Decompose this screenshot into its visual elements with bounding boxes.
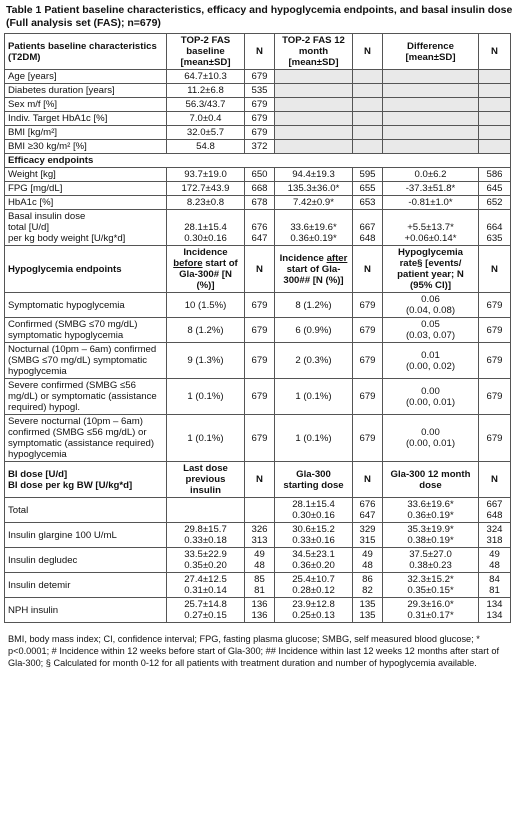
month12-dose-line1: 33.6±19.6* (407, 499, 454, 510)
previous-dose-n-line2: 81 (254, 585, 265, 596)
month12-dose-n-line2: 134 (486, 610, 503, 621)
month12-dose-n-line2: 81 (489, 585, 500, 596)
difference-value (383, 140, 479, 154)
starting-dose-line1: 34.5±23.1 (292, 549, 335, 560)
table-row (5, 548, 511, 573)
month12-n: 595 (353, 168, 383, 182)
month12-dose (383, 548, 479, 573)
month12-dose-line2: 0.36±0.19* (407, 510, 454, 521)
table-row (5, 343, 511, 379)
previous-dose-line1: 25.7±14.8 (184, 599, 227, 610)
previous-dose (167, 548, 245, 573)
difference-value (383, 126, 479, 140)
row-label: Nocturnal (10pm – 6am) confirmed (SMBG ≤70 mg/dL) symptomatic hypoglycemia (5, 343, 167, 379)
month12-value (275, 84, 353, 98)
incidence-before-n: 679 (245, 293, 275, 318)
previous-dose-n (245, 598, 275, 623)
starting-dose-n-line1: 86 (362, 574, 373, 585)
starting-dose-n-line1: 676 (359, 499, 376, 510)
month12-n (353, 126, 383, 140)
difference-value-line2: +0.06±0.14* (404, 233, 457, 244)
previous-dose (167, 598, 245, 623)
incidence-before: 1 (0.1%) (167, 379, 245, 415)
hypo-rate-n: 679 (479, 343, 511, 379)
bi-header-col6: N (479, 462, 511, 498)
previous-dose-n (245, 573, 275, 598)
hypo-rate-line2: (0.00, 0.01) (405, 438, 456, 449)
starting-dose-n-line2: 315 (359, 535, 376, 546)
starting-dose-n-line1: 49 (362, 549, 373, 560)
row-label: Age [years] (5, 70, 167, 84)
incidence-before: 8 (1.2%) (167, 318, 245, 343)
row-label: Insulin detemir (5, 573, 167, 598)
starting-dose-line2: 0.33±0.16 (292, 535, 335, 546)
hypo-header-col4: N (353, 246, 383, 293)
month12-n: 653 (353, 196, 383, 210)
difference-n (479, 98, 511, 112)
difference-n-line2: 635 (486, 233, 503, 244)
month12-value: 7.42±0.9* (275, 196, 353, 210)
difference-n (479, 210, 511, 246)
table-row (5, 498, 511, 523)
hypo-rate-line2: (0.03, 0.07) (405, 330, 456, 341)
row-label: Confirmed (SMBG ≤70 mg/dL) symptomatic hypoglycemia (5, 318, 167, 343)
month12-dose-line1: 35.3±19.9* (407, 524, 454, 535)
header-col4: N (353, 34, 383, 70)
starting-dose (275, 573, 353, 598)
row-label: Sex m/f [%] (5, 98, 167, 112)
starting-dose-line1: 25.4±10.7 (292, 574, 335, 585)
previous-dose-n-line1: 49 (254, 549, 265, 560)
baseline-n: 535 (245, 84, 275, 98)
hypo-rate (383, 293, 479, 318)
previous-dose (167, 498, 245, 523)
incidence-after-n: 679 (353, 415, 383, 462)
previous-dose-n (245, 498, 275, 523)
month12-value: 135.3±36.0* (275, 182, 353, 196)
month12-dose-line2: 0.38±0.19* (407, 535, 454, 546)
month12-dose-n (479, 598, 511, 623)
hypo-header-col3: Incidence after start of Gla-300## [N (%)] (275, 246, 353, 293)
month12-n (353, 210, 383, 246)
bi-header-col0-line1: BI dose [U/d] (8, 468, 68, 480)
month12-dose (383, 573, 479, 598)
document (4, 0, 516, 669)
header-col6: N (479, 34, 511, 70)
incidence-before-n: 679 (245, 415, 275, 462)
month12-dose-line1: 29.3±16.0* (407, 599, 454, 610)
incidence-before: 1 (0.1%) (167, 415, 245, 462)
section-row (5, 154, 511, 168)
incidence-after: 1 (0.1%) (275, 379, 353, 415)
table-row (5, 126, 511, 140)
hypo-header-col5: Hypoglycemia rate§ [events/ patient year; N (95% CI)] (383, 246, 479, 293)
hypo-rate-line1: 0.06 (421, 294, 440, 305)
month12-dose-n (479, 573, 511, 598)
month12-n: 655 (353, 182, 383, 196)
table-row (5, 70, 511, 84)
month12-value (275, 98, 353, 112)
month12-dose-line1: 37.5±27.0 (409, 549, 452, 560)
hypo-rate (383, 318, 479, 343)
difference-value (383, 98, 479, 112)
row-label: BMI [kg/m²] (5, 126, 167, 140)
difference-value: -37.3±51.8* (383, 182, 479, 196)
hypo-rate (383, 343, 479, 379)
table-row (5, 196, 511, 210)
previous-dose-line1: 29.8±15.7 (184, 524, 227, 535)
bi-header-col0-line2: BI dose per kg BW [U/kg*d] (8, 479, 133, 491)
baseline-value: 32.0±5.7 (167, 126, 245, 140)
starting-dose-n (353, 523, 383, 548)
table-row (5, 415, 511, 462)
bi-header-row (5, 462, 511, 498)
month12-value (275, 210, 353, 246)
incidence-after: 1 (0.1%) (275, 415, 353, 462)
month12-value: 94.4±19.3 (275, 168, 353, 182)
bi-header-col3: Gla-300 starting dose (275, 462, 353, 498)
baseline-value: 54.8 (167, 140, 245, 154)
incidence-after-n: 679 (353, 293, 383, 318)
hypo-rate-line2: (0.00, 0.02) (405, 360, 456, 372)
incidence-before-n: 679 (245, 343, 275, 379)
month12-dose-line2: 0.31±0.17* (407, 610, 454, 621)
table-body (5, 34, 511, 623)
month12-value-line1: 33.6±19.6* (290, 222, 337, 233)
incidence-before-n: 679 (245, 318, 275, 343)
difference-value (383, 112, 479, 126)
month12-dose-line2: 0.35±0.15* (407, 585, 454, 596)
starting-dose-line2: 0.25±0.13 (292, 610, 335, 621)
month12-n-line1: 667 (359, 222, 376, 233)
incidence-before: 9 (1.3%) (167, 343, 245, 379)
month12-dose-n (479, 548, 511, 573)
incidence-after-n: 679 (353, 343, 383, 379)
row-label: Severe nocturnal (10pm – 6am) confirmed (SMBG ≤56 mg/dL) or symptomatic (assistance required) hypoglycemia (5, 415, 167, 462)
incidence-before: 10 (1.5%) (167, 293, 245, 318)
previous-dose-n-line2: 313 (251, 535, 268, 546)
month12-n (353, 140, 383, 154)
previous-dose-n (245, 548, 275, 573)
difference-value: -0.81±1.0* (383, 196, 479, 210)
baseline-value: 8.23±0.8 (167, 196, 245, 210)
previous-dose (167, 523, 245, 548)
row-label: Severe confirmed (SMBG ≤56 mg/dL) or symptomatic (assistance required) hypogl. (5, 379, 167, 415)
baseline-value-line1: 28.1±15.4 (184, 222, 227, 233)
month12-value (275, 140, 353, 154)
starting-dose-n-line1: 329 (359, 524, 376, 535)
baseline-n: 679 (245, 112, 275, 126)
baseline-value-line2: 0.30±0.16 (184, 233, 227, 244)
bi-header-col2: N (245, 462, 275, 498)
baseline-n: 679 (245, 98, 275, 112)
results-table (4, 33, 511, 623)
row-label (5, 210, 167, 246)
starting-dose-n-line2: 135 (359, 610, 376, 621)
hypo-rate-line1: 0.05 (421, 319, 440, 330)
hypo-rate-line1: 0.00 (421, 385, 440, 397)
starting-dose-n-line1: 135 (359, 599, 376, 610)
baseline-value: 172.7±43.9 (167, 182, 245, 196)
baseline-value (167, 210, 245, 246)
bi-header-col0 (5, 462, 167, 498)
starting-dose-n (353, 498, 383, 523)
month12-dose-n (479, 523, 511, 548)
difference-n: 652 (479, 196, 511, 210)
incidence-after: 6 (0.9%) (275, 318, 353, 343)
table-row (5, 98, 511, 112)
month12-dose-n-line1: 84 (489, 574, 500, 585)
row-label: HbA1c [%] (5, 196, 167, 210)
hypo-header-col1: Incidence before start of Gla-300# [N (%)] (167, 246, 245, 293)
starting-dose-line2: 0.28±0.12 (292, 585, 335, 596)
row-label: Insulin degludec (5, 548, 167, 573)
starting-dose-line1: 30.6±15.2 (292, 524, 335, 535)
table-title: Table 1 Patient baseline characteristics, efficacy and hypoglycemia endpoints, and basal insulin dose (Full analysis set (FAS); n=679) (6, 4, 513, 29)
baseline-n (245, 210, 275, 246)
month12-dose-n-line1: 324 (486, 524, 503, 535)
header-col3: TOP-2 FAS 12 month [mean±SD] (275, 34, 353, 70)
month12-value (275, 112, 353, 126)
difference-value (383, 70, 479, 84)
baseline-n: 372 (245, 140, 275, 154)
starting-dose-line2: 0.36±0.20 (292, 560, 335, 571)
starting-dose (275, 523, 353, 548)
baseline-value: 64.7±10.3 (167, 70, 245, 84)
row-label: Insulin glargine 100 U/mL (5, 523, 167, 548)
difference-value (383, 210, 479, 246)
table-row (5, 168, 511, 182)
row-label-line: Basal insulin dose (8, 211, 86, 222)
month12-dose-line2: 0.38±0.23 (409, 560, 452, 571)
month12-dose-line1: 32.3±15.2* (407, 574, 454, 585)
difference-n: 586 (479, 168, 511, 182)
month12-dose-n-line1: 667 (486, 499, 503, 510)
previous-dose-n-line1: 136 (251, 599, 268, 610)
month12-n (353, 98, 383, 112)
month12-dose-n-line1: 134 (486, 599, 503, 610)
month12-dose (383, 498, 479, 523)
starting-dose (275, 598, 353, 623)
table-row (5, 210, 511, 246)
baseline-value: 56.3/43.7 (167, 98, 245, 112)
hypo-header-col2: N (245, 246, 275, 293)
table-row (5, 379, 511, 415)
hypo-rate-line1: 0.01 (421, 349, 440, 361)
starting-dose-line1: 28.1±15.4 (292, 499, 335, 510)
difference-n-line1: 664 (486, 222, 503, 233)
incidence-before-n: 679 (245, 379, 275, 415)
header-col0: Patients baseline characteristics (T2DM) (5, 34, 167, 70)
hypo-rate-n: 679 (479, 293, 511, 318)
month12-dose-n-line2: 318 (486, 535, 503, 546)
bi-header-col4: N (353, 462, 383, 498)
header-col5: Difference [mean±SD] (383, 34, 479, 70)
previous-dose-line2: 0.27±0.15 (184, 610, 227, 621)
hypo-rate-line1: 0.00 (421, 427, 440, 438)
previous-dose-line1: 33.5±22.9 (184, 549, 227, 560)
difference-value: 0.0±6.2 (383, 168, 479, 182)
baseline-n-line2: 647 (251, 233, 268, 244)
previous-dose-line1: 27.4±12.5 (184, 574, 227, 585)
previous-dose-n-line2: 48 (254, 560, 265, 571)
row-label-line: per kg body weight [U/kg*d] (8, 233, 126, 244)
hypo-rate (383, 415, 479, 462)
row-label: Symptomatic hypoglycemia (5, 293, 167, 318)
previous-dose-n (245, 523, 275, 548)
header-col1: TOP-2 FAS baseline [mean±SD] (167, 34, 245, 70)
incidence-after: 8 (1.2%) (275, 293, 353, 318)
month12-n (353, 84, 383, 98)
month12-value-line2: 0.36±0.19* (290, 233, 337, 244)
hypo-rate-n: 679 (479, 415, 511, 462)
difference-n (479, 84, 511, 98)
month12-dose (383, 598, 479, 623)
incidence-after-n: 679 (353, 379, 383, 415)
difference-n (479, 112, 511, 126)
difference-n (479, 70, 511, 84)
row-label: Diabetes duration [years] (5, 84, 167, 98)
previous-dose (167, 573, 245, 598)
starting-dose-line2: 0.30±0.16 (292, 510, 335, 521)
table-row (5, 293, 511, 318)
starting-dose-n-line2: 82 (362, 585, 373, 596)
baseline-n: 668 (245, 182, 275, 196)
header-row (5, 34, 511, 70)
row-label: Total (5, 498, 167, 523)
baseline-value: 11.2±6.8 (167, 84, 245, 98)
difference-value-line1: +5.5±13.7* (407, 222, 454, 233)
hypo-header-col6: N (479, 246, 511, 293)
baseline-n: 650 (245, 168, 275, 182)
difference-n: 645 (479, 182, 511, 196)
month12-dose (383, 523, 479, 548)
row-label: FPG [mg/dL] (5, 182, 167, 196)
starting-dose-n-line2: 647 (359, 510, 376, 521)
starting-dose (275, 548, 353, 573)
table-row (5, 182, 511, 196)
bi-header-col5: Gla-300 12 month dose (383, 462, 479, 498)
month12-n (353, 112, 383, 126)
header-col2: N (245, 34, 275, 70)
previous-dose-n-line1: 85 (254, 574, 265, 585)
month12-value (275, 70, 353, 84)
incidence-after-n: 679 (353, 318, 383, 343)
difference-n (479, 126, 511, 140)
row-label: BMI ≥30 kg/m² [%] (5, 140, 167, 154)
month12-value (275, 126, 353, 140)
hypo-rate-line2: (0.04, 0.08) (405, 305, 456, 316)
table-row (5, 318, 511, 343)
hypo-rate-line2: (0.00, 0.01) (405, 396, 456, 408)
table-row (5, 523, 511, 548)
baseline-n: 679 (245, 126, 275, 140)
difference-n (479, 140, 511, 154)
month12-dose-n-line2: 648 (486, 510, 503, 521)
month12-dose-n-line2: 48 (489, 560, 500, 571)
incidence-after: 2 (0.3%) (275, 343, 353, 379)
starting-dose-n-line2: 48 (362, 560, 373, 571)
starting-dose-n (353, 548, 383, 573)
starting-dose (275, 498, 353, 523)
previous-dose-line2: 0.31±0.14 (184, 585, 227, 596)
table-row (5, 573, 511, 598)
section-title: Efficacy endpoints (5, 154, 511, 168)
bi-header-col1: Last dose previous insulin (167, 462, 245, 498)
hypo-rate-n: 679 (479, 318, 511, 343)
hypo-rate (383, 379, 479, 415)
starting-dose-n (353, 573, 383, 598)
baseline-n-line1: 676 (251, 222, 268, 233)
row-label-line: total [U/d] (8, 222, 50, 233)
table-row (5, 112, 511, 126)
row-label: Weight [kg] (5, 168, 167, 182)
baseline-n: 679 (245, 70, 275, 84)
previous-dose-line2: 0.33±0.18 (184, 535, 227, 546)
footnote: BMI, body mass index; CI, confidence interval; FPG, fasting plasma glucose; SMBG, self measured blood glucose; * p<0.0001; # Incidence within 12 weeks before start of Gla-300; ## Incidence within last 12 weeks 12 months after start of Gla-300; § Calculated for month 0-12 for all patients with treatment duration and number of hypoglycemia available. (8, 634, 500, 668)
hypo-header-row (5, 246, 511, 293)
difference-value (383, 84, 479, 98)
row-label: Indiv. Target HbA1c [%] (5, 112, 167, 126)
previous-dose-n-line2: 136 (251, 610, 268, 621)
hypo-header-col0: Hypoglycemia endpoints (5, 246, 167, 293)
baseline-value: 7.0±0.4 (167, 112, 245, 126)
month12-n-line2: 648 (359, 233, 376, 244)
hypo-rate-n: 679 (479, 379, 511, 415)
month12-dose-n-line1: 49 (489, 549, 500, 560)
starting-dose-line1: 23.9±12.8 (292, 599, 335, 610)
starting-dose-n (353, 598, 383, 623)
month12-dose-n (479, 498, 511, 523)
previous-dose-line2: 0.35±0.20 (184, 560, 227, 571)
row-label: NPH insulin (5, 598, 167, 623)
table-row (5, 598, 511, 623)
baseline-value: 93.7±19.0 (167, 168, 245, 182)
baseline-n: 678 (245, 196, 275, 210)
previous-dose-n-line1: 326 (251, 524, 268, 535)
table-row (5, 140, 511, 154)
table-row (5, 84, 511, 98)
month12-n (353, 70, 383, 84)
